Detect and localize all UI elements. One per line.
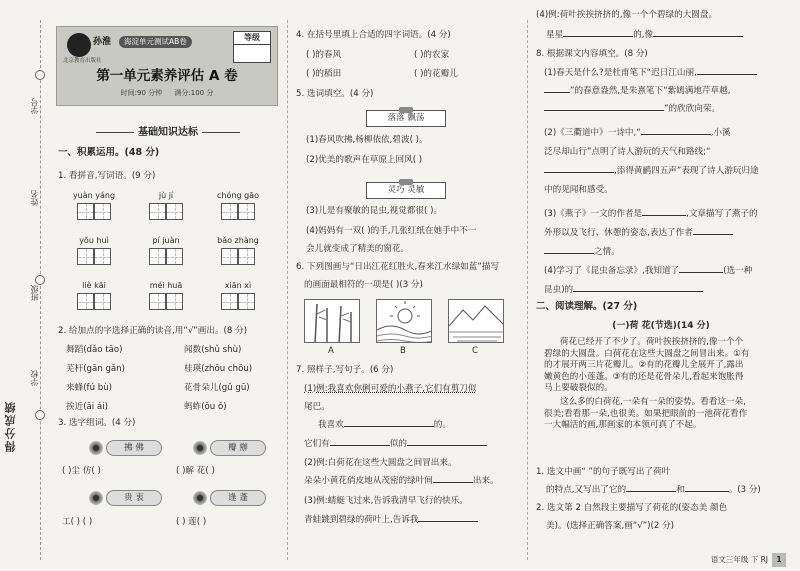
flower-icon [88, 490, 104, 506]
picture-label: B [400, 346, 406, 356]
q7-answer-line[interactable]: 朵朵小黄花俏皮地从茂密的绿叶间 出来。 [304, 476, 499, 486]
name-label: 姓名 [30, 190, 39, 206]
score-label: 得分成绩 [4, 400, 17, 452]
q3-blanks[interactable]: ( )尘 仿( ) [62, 466, 101, 476]
pinyin-row-3 [66, 281, 266, 310]
picture-option-a[interactable] [304, 299, 360, 343]
publisher: 北京教育出版社 [63, 58, 102, 64]
q4-blank[interactable]: ( )的稻田 [306, 69, 342, 79]
binding-strip [0, 0, 52, 571]
writing-grid[interactable] [149, 293, 166, 310]
grade-box[interactable] [233, 31, 271, 63]
writing-grid[interactable] [238, 293, 255, 310]
writing-grid[interactable] [94, 293, 111, 310]
writing-grid[interactable] [149, 248, 166, 265]
q5-sentence[interactable]: (2)优美的歌声在草原上回风( ) [306, 155, 423, 165]
flower-icon [192, 490, 208, 506]
pinyin-item: chóng gāo [210, 191, 266, 220]
q2-option[interactable]: 蚂蚱(ǒu ǒ) [184, 402, 227, 412]
question-7: 7. 照样子,写句子。(6 分) [296, 365, 394, 375]
q7-answer-line[interactable]: 星星 的,像 [546, 30, 776, 42]
pinyin-item: méi huā [138, 281, 194, 310]
q2-option[interactable]: 闻数(shǔ shù) [184, 345, 242, 355]
flower-icon [192, 440, 208, 456]
q8-line[interactable]: (1)春天是什么?是杜甫笔下“迟日江山丽, [544, 68, 789, 80]
reading-question-2-cont: 美)。(选择正确答案,画“√”)(2 分) [546, 521, 675, 531]
page-footer [711, 553, 786, 567]
writing-grid[interactable] [166, 248, 183, 265]
writing-grid[interactable] [149, 203, 166, 220]
writing-grid[interactable] [166, 293, 183, 310]
page-title: 第一单元素养评估 A 卷 [96, 68, 238, 84]
flower-icon [88, 440, 104, 456]
grade-label: 等级 [234, 32, 270, 45]
char-pair: 逢 蓬 [210, 490, 266, 506]
q3-blanks[interactable]: ( ) 莲( ) [176, 517, 207, 527]
question-3: 3. 选字组词。(4 分) [58, 418, 136, 428]
picture-label: A [328, 346, 334, 356]
reading-line: 很美;看看那一朵,也很美。如果把眼前的一池荷花看作 [544, 408, 748, 419]
writing-grid[interactable] [221, 248, 238, 265]
writing-grid[interactable] [221, 293, 238, 310]
school-label: 学校 [30, 370, 39, 386]
question-2: 2. 给加点的字选择正确的读音,用“√”画出。(8 分) [58, 326, 248, 336]
q7-answer-line[interactable]: 青蛙跳到碧绿的荷叶上,告诉我 [304, 515, 519, 527]
q2-option[interactable]: 花骨朵儿(gǔ gū) [184, 383, 250, 393]
q8-line[interactable]: (3)《燕子》一文的作者是 ,文章描写了燕子的 [544, 209, 758, 219]
q8-line[interactable]: 泛尽却山行”点明了诗人游玩的天气和路线;“ [544, 147, 711, 157]
writing-grid[interactable] [77, 248, 94, 265]
q7-answer-line[interactable]: 它们有 似的 [304, 439, 514, 451]
writing-grid[interactable] [238, 203, 255, 220]
pinyin-item: yuàn yáng [66, 191, 122, 220]
part-2-heading: 二、阅读理解。(27 分) [536, 301, 638, 312]
picture-label: C [472, 346, 479, 356]
pinyin-item: bǎo zhàng [210, 236, 266, 265]
reading-title: (一)荷 花(节选)(14 分) [612, 321, 710, 331]
q2-option[interactable]: 桂瑛(zhōu chōu) [184, 364, 253, 374]
column-3 [530, 0, 792, 571]
q3-blanks[interactable]: ( )解 花( ) [176, 466, 215, 476]
mountain-lake-icon [449, 300, 504, 343]
writing-grid[interactable] [94, 248, 111, 265]
q8-line[interactable]: 外形以及飞行、休憩的姿态,表达了作者 [544, 228, 789, 240]
bamboo-scene-icon [305, 300, 360, 343]
q2-option[interactable]: 芜杆(gān gǎn) [66, 364, 125, 374]
q7-example-cont: 尾巴。 [304, 402, 330, 412]
reading-line: 马上要破裂似的。 [544, 383, 613, 394]
section-banner: 基础知识达标 [52, 126, 284, 140]
q7-answer-line[interactable]: 我喜欢 的。 [318, 420, 451, 430]
q2-option[interactable]: 挨近(āi ái) [66, 402, 108, 412]
page-number: 1 [772, 553, 786, 567]
pinyin-item: yōu huì [66, 236, 122, 265]
picture-option-c[interactable] [448, 299, 504, 343]
q8-line[interactable]: ”的欣欣向荣。 [544, 104, 789, 116]
class-label: 班级 [30, 285, 39, 301]
question-1: 1. 看拼音,写词语。(9 分) [58, 171, 156, 181]
question-6-cont[interactable]: 的画面最相符的一项是( )(3 分) [304, 280, 423, 290]
q2-option[interactable]: 舞蹈(dǎo tāo) [66, 345, 123, 355]
reading-line: 的才展开两三片花瓣儿。②有的花瓣儿全展开了,露出 [544, 360, 744, 371]
binding-hole [35, 70, 45, 80]
q5-sentence[interactable]: (1)春风吹拂,杨柳依依,碧波( )。 [306, 135, 428, 145]
brand-name: 孙淮 [93, 37, 112, 47]
q2-option[interactable]: 来蜂(fú bù) [66, 383, 112, 393]
q7-example: (3)例:蜻蜓飞过来,告诉我清早飞行的快乐。 [304, 496, 468, 506]
pinyin-item: jù jí [138, 191, 194, 220]
series-tag: 海淀单元测试AB卷 [119, 36, 192, 48]
reading-question-1-cont[interactable]: 的特点,又写出了它的 和 。(3 分) [546, 485, 761, 495]
column-divider [287, 20, 288, 560]
q4-blank[interactable]: ( )的农家 [414, 50, 450, 60]
student-number-label: 学号 [30, 98, 39, 114]
binding-hole [35, 410, 45, 420]
q8-line: 中的见闻和感受。 [544, 185, 613, 195]
reading-line: 碧绿的大圆盘。白荷花在这些大圆盘之间冒出来。①有 [544, 348, 750, 359]
exam-header [56, 26, 278, 106]
column-2 [290, 0, 524, 571]
question-8: 8. 根据课文内容填空。(8 分) [536, 49, 648, 59]
picture-option-b[interactable] [376, 299, 432, 343]
sunrise-river-icon [377, 300, 432, 343]
reading-question-1: 1. 选文中画“ ”的句子既写出了荷叶 [536, 467, 671, 477]
writing-grid[interactable] [94, 203, 111, 220]
question-6: 6. 下列图画与“日出江花红胜火,春来江水绿如蓝”描写 [296, 262, 500, 272]
q4-blank[interactable]: ( )的花瓣儿 [414, 69, 458, 79]
brand-logo-icon [67, 33, 91, 57]
pinyin-item: xiān xì [210, 281, 266, 310]
pinyin-item: liè kāi [66, 281, 122, 310]
q8-line[interactable]: (4)学习了《昆虫备忘录》,我知道了 (选一种 [544, 266, 753, 276]
char-pair: 瓣 辦 [210, 440, 266, 456]
reading-line: 一大幅活的画,那画家的本领可真了不起。 [544, 420, 702, 431]
pinyin-row-2 [66, 236, 266, 265]
q5-sentence[interactable]: (4)妈妈有一双( )的手,几张红纸在她手中不一 [306, 226, 477, 236]
writing-grid[interactable] [238, 248, 255, 265]
reading-line: 嫩黄色的小莲蓬。③有的还是花骨朵儿,看起来饱胀得 [544, 371, 744, 382]
time-limit: 时间:90 分钟 [120, 89, 163, 97]
char-pair: 拂 佛 [106, 440, 162, 456]
reading-line: 荷花已经开了不少了。荷叶挨挨挤挤的,像一个个 [560, 337, 744, 347]
binding-hole [35, 275, 45, 285]
q8-line[interactable]: ,添得黄鹂四五声”表现了诗人游玩归途 [544, 166, 789, 178]
part-1-heading: 一、积累运用。(48 分) [58, 147, 160, 158]
char-pair: 贵 衷 [106, 490, 162, 506]
reading-paragraph [544, 337, 789, 432]
q8-line[interactable]: (2)《三衢道中》一诗中,“ ,小溪 [544, 128, 731, 138]
reading-line: 这么多的白荷花,一朵有一朵的姿势。看看这一朵, [560, 396, 746, 407]
q3-blanks[interactable]: 工( ) ( ) [62, 517, 93, 527]
q5-sentence-cont: 会儿就变成了精美的窗花。 [306, 244, 410, 254]
q7-example: (2)例:白荷花在这些大圆盘之间冒出来。 [304, 458, 457, 468]
full-score: 满分:100 分 [174, 89, 214, 97]
pinyin-row-1 [66, 191, 266, 220]
q8-line[interactable]: 昆虫)的 [544, 285, 789, 297]
footer-subject: 语文三年级 下 RJ [710, 555, 768, 564]
q7-example: (1)例:我喜欢你俐可爱的小燕子,它们有剪刀似 [304, 384, 477, 394]
writing-grid[interactable] [166, 203, 183, 220]
q8-line[interactable]: 之情。 [544, 247, 789, 259]
writing-grid[interactable] [221, 203, 238, 220]
writing-grid[interactable] [77, 293, 94, 310]
word-choice-box: 灵巧 灵敏 [366, 182, 446, 199]
reading-question-2[interactable]: 2. 选文第 2 自然段主要描写了荷花的(姿态美 颜色 [536, 503, 728, 513]
q8-line[interactable]: ”的春意盎然,是朱熹笔下“紫嫣满地芹草越, [544, 86, 789, 98]
column-divider [527, 20, 528, 560]
writing-grid[interactable] [77, 203, 94, 220]
word-choice-box: 落落 飘荡 [366, 110, 446, 127]
question-5: 5. 选词填空。(4 分) [296, 89, 374, 99]
q5-sentence[interactable]: (3)儿是有聚敏的昆虫,视觉都很( )。 [306, 206, 443, 216]
q7-example: (4)例:荷叶挨挨挤挤的,像一个个碧绿的大圆盘。 [536, 10, 718, 20]
exam-meta [57, 89, 277, 98]
question-4: 4. 在括号里填上合适的四字词语。(4 分) [296, 30, 451, 40]
column-1 [52, 0, 284, 571]
q4-blank[interactable]: ( )的春风 [306, 50, 342, 60]
pinyin-item: pí juàn [138, 236, 194, 265]
